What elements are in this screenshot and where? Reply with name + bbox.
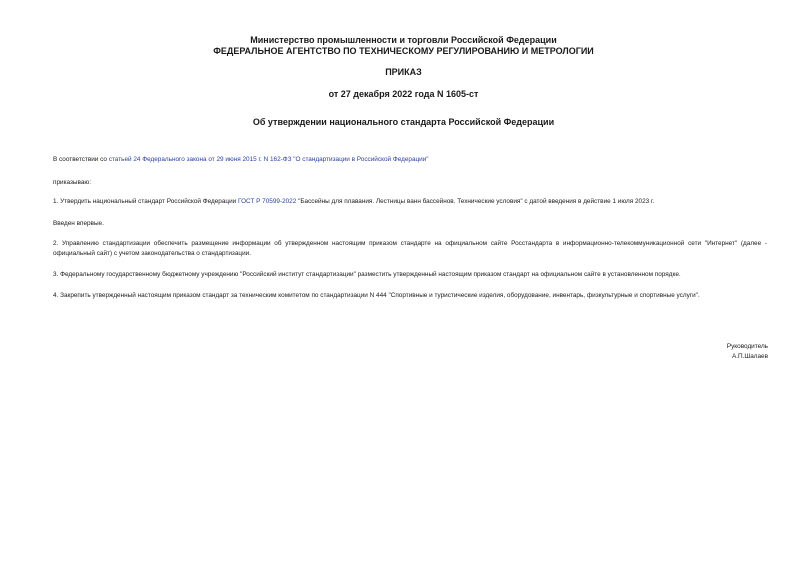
item-2-paragraph: 2. Управлению стандартизации обеспечить размещение информации об утвержденном настоящим приказом стандарте на официальном сайте Росстандарта в информационно-телекоммуникационной сети "Интернет" (далее - официальный сайт) с учетом законодательства о стандартизации. <box>53 240 767 257</box>
item-4-paragraph: 4. Закрепить утвержденный настоящим приказом стандарт за техническим комитетом по стандартизации N 444 "Спортивные и туристические изделия, оборудование, инвентарь, физкультурные и спортивные услуги". <box>53 292 700 299</box>
basis-prefix: В соответствии со <box>53 156 109 163</box>
agency-name: ФЕДЕРАЛЬНОЕ АГЕНТСТВО ПО ТЕХНИЧЕСКОМУ РЕГУЛИРОВАНИЮ И МЕТРОЛОГИИ <box>213 46 594 56</box>
gost-link[interactable]: ГОСТ Р 70599-2022 <box>237 198 297 205</box>
order-title: ПРИКАЗ <box>385 67 422 77</box>
law-link[interactable]: статьей 24 Федерального закона от 29 июня 2015 г. N 162-ФЗ "О стандартизации в Российской Федерации" <box>108 156 429 163</box>
signer-name: А.П.Шалаев <box>731 353 768 360</box>
order-subject: Об утверждении национального стандарта Российской Федерации <box>252 117 555 127</box>
item-1-prefix: 1. Утвердить национальный стандарт Российской Федерации <box>53 198 238 205</box>
item-1-paragraph <box>53 197 767 207</box>
ministry-name: Министерство промышленности и торговли Российской Федерации <box>250 35 557 45</box>
item-3-paragraph: 3. Федеральному государственному бюджетному учреждению "Российский институт стандартизации" разместить утвержденный настоящим приказом стандарт на официальном сайте в установленном порядке. <box>53 271 681 278</box>
basis-paragraph <box>53 155 767 165</box>
signer-role: Руководитель <box>726 343 768 350</box>
order-date: от 27 декабря 2022 года N 1605-ст <box>328 89 479 99</box>
item-1-suffix: "Бассейны для плавания. Лестницы ванн бассейнов. Технические условия" с датой введения в действие 1 июля 2023 г. <box>296 198 655 205</box>
prikazyvayu-text: приказываю: <box>53 179 91 186</box>
introduced-note: Введен впервые. <box>53 220 104 227</box>
